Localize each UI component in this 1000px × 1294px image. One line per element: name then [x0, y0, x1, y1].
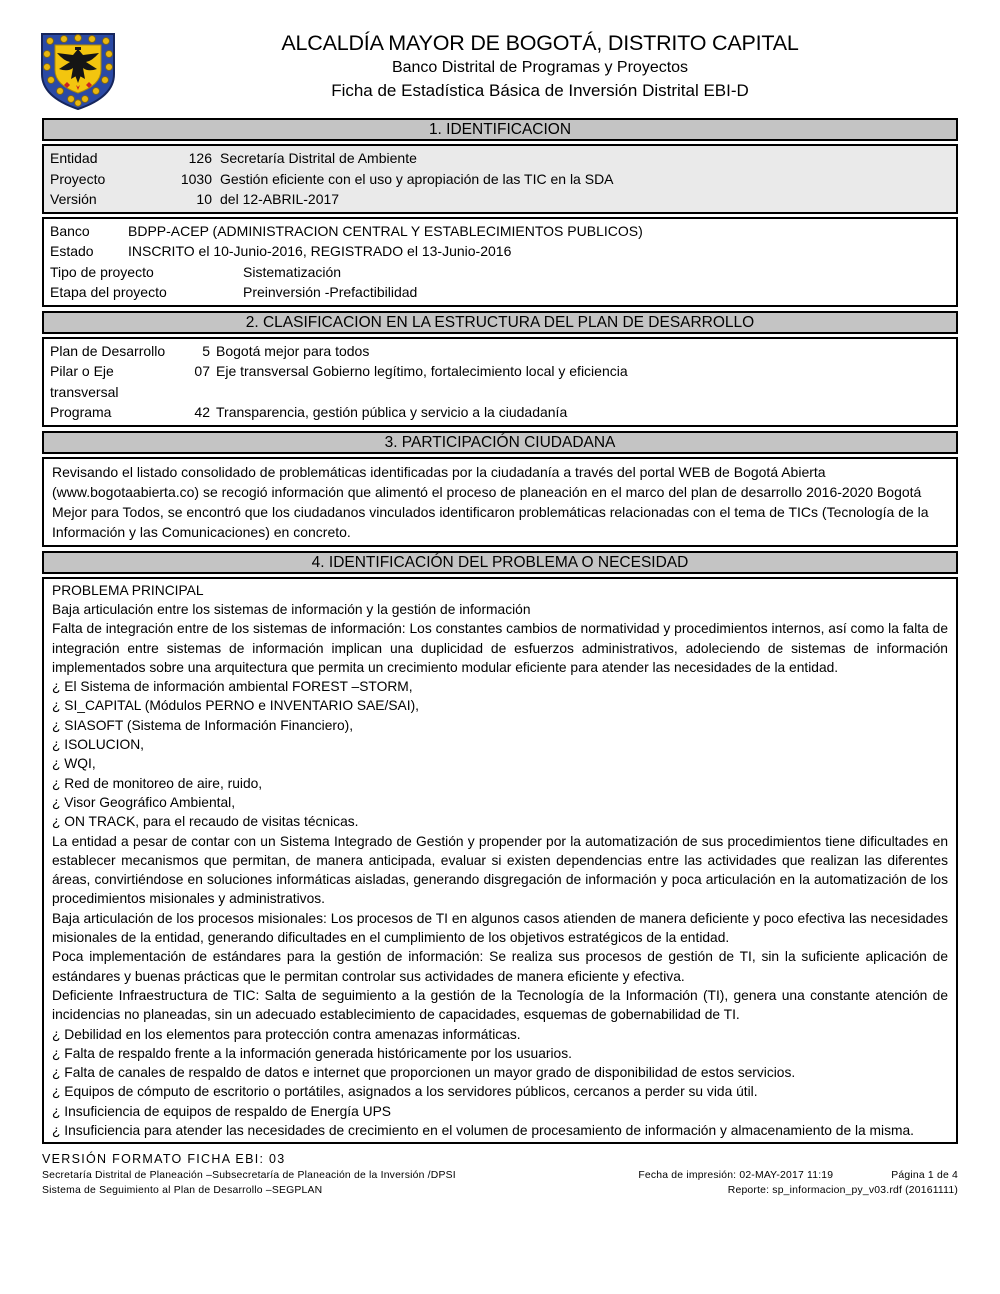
- problem-paragraph: Deficiente Infraestructura de TIC: Salta de seguimiento a la gestión de la Tecnología de la Información (TI), genera una constante atención de incidencias no planeadas, sin un adecuado establecimiento de capacidades, esquemas de gobernabilidad de TI.: [52, 987, 948, 1023]
- row-value: INSCRITO el 10-Junio-2016, REGISTRADO el 13-Junio-2016: [128, 243, 512, 259]
- problem-paragraph: ¿ SIASOFT (Sistema de Información Financiero),: [52, 717, 354, 733]
- row-number: 10: [196, 191, 212, 207]
- row-label: Versión: [50, 191, 97, 207]
- detail-row: [44, 221, 956, 242]
- info-row: [44, 189, 956, 210]
- row-value: del 12-ABRIL-2017: [220, 191, 340, 207]
- report-name: Reporte: sp_informacion_py_v03.rdf (20161111): [727, 1185, 958, 1197]
- document-subtitle-1: Banco Distrital de Programas y Proyectos: [391, 59, 689, 76]
- problem-paragraph: Poca implementación de estándares para la gestión de información: Se realiza sus procesos de gestión de TI, sin la suficiente aplicación de estándares y buenas prácticas que le permitan controlar sus actividades de manera eficiente y efectiva.: [52, 949, 948, 984]
- row-label: Plan de Desarrollo: [50, 342, 166, 359]
- problem-paragraph: ¿ El Sistema de información ambiental FOREST –STORM,: [52, 679, 413, 695]
- row-value: Preinversión -Prefactibilidad: [243, 284, 418, 300]
- problem-paragraph: ¿ ISOLUCION,: [52, 737, 144, 753]
- section-2-header: 2. CLASIFICACION EN LA ESTRUCTURA DEL PLAN DE DESARROLLO: [42, 311, 958, 334]
- row-label: Proyecto: [50, 170, 106, 187]
- row-label: Banco: [50, 222, 90, 239]
- row-value: Secretaría Distrital de Ambiente: [220, 150, 417, 166]
- problem-paragraph: PROBLEMA PRINCIPAL: [52, 582, 204, 598]
- problem-paragraph: ¿ WQI,: [52, 756, 96, 772]
- problem-identification-box: [42, 577, 958, 1145]
- detail-row: [44, 282, 956, 303]
- row-number: 07: [194, 363, 210, 379]
- bogota-coat-of-arms-icon: [38, 30, 118, 112]
- problem-paragraph: Baja articulación entre los sistemas de información y la gestión de información: [52, 601, 531, 617]
- row-label: Pilar o Eje transversal: [50, 363, 119, 400]
- row-number: 42: [194, 404, 210, 420]
- page-indicator: Página 1 de 4: [891, 1170, 958, 1182]
- row-number: 1030: [180, 170, 212, 187]
- detail-row: [44, 241, 956, 262]
- document-body: [42, 118, 958, 1144]
- problem-paragraph: ¿ Debilidad en los elementos para protección contra amenazas informáticas.: [52, 1026, 521, 1042]
- print-date: Fecha de impresión: 02-MAY-2017 11:19: [638, 1170, 834, 1182]
- footer-system: Sistema de Seguimiento al Plan de Desarrollo –SEGPLAN: [42, 1185, 323, 1197]
- plan-classification-box: [42, 337, 958, 427]
- problem-paragraph: ¿ Insuficiencia para atender las necesidades de crecimiento en el volumen de procesamiento de información y almacenamiento de la misma.: [52, 1123, 914, 1138]
- document-title: ALCALDÍA MAYOR DE BOGOTÁ, DISTRITO CAPITAL: [281, 31, 799, 55]
- info-row: [44, 169, 956, 190]
- problem-paragraph: ¿ Falta de respaldo frente a la información generada históricamente por los usuarios.: [52, 1045, 572, 1061]
- problem-paragraph: Falta de integración entre de los sistemas de información: Los constantes cambios de normatividad y procedimientos internos, así como la falta de integración entre sistemas de información implican una duplicidad de esfuerzos administrativos, adoleciendo de sistemas de información implementados sobre una arquitectura que permita un crecimiento modular eficiente para atender las necesidades de la entidad.: [52, 621, 948, 675]
- row-value: BDPP-ACEP (ADMINISTRACION CENTRAL Y ESTABLECIMIENTOS PUBLICOS): [128, 222, 643, 239]
- document-header: [0, 0, 1000, 114]
- footer-line-1: [42, 1170, 958, 1181]
- row-value: Transparencia, gestión pública y servicio a la ciudadanía: [216, 404, 568, 420]
- row-label: Programa: [50, 404, 112, 420]
- footer-entity: Secretaría Distrital de Planeación –Subsecretaría de Planeación de la Inversión /DPSI: [42, 1170, 456, 1182]
- citizen-participation-box: [42, 457, 958, 547]
- footer-spacer: [833, 1170, 891, 1181]
- row-label: Tipo de proyecto: [50, 263, 154, 280]
- section-1-header: 1. IDENTIFICACION: [42, 118, 958, 141]
- detail-row: [44, 262, 956, 283]
- classification-row: [44, 402, 956, 423]
- citizen-participation-text: Revisando el listado consolidado de problemáticas identificadas por la ciudadanía a través del portal WEB de Bogotá Abierta (www.bogotaabierta.co) se recogió información que alimentó el proceso de planeación en el marco del plan de desarrollo 2016-2020 Bogotá Mejor para Todos, se encontró que los ciudadanos vinculados identificaron problemáticas relacionadas con el tema de TICs (Tecnología de la Información y las Comunicaciones) en concreto.: [52, 463, 929, 541]
- header-titles: [128, 30, 952, 103]
- row-value: Sistematización: [243, 263, 342, 280]
- row-number: 5: [202, 342, 210, 359]
- document-subtitle-2: Ficha de Estadística Básica de Inversión Distrital EBI-D: [331, 81, 749, 100]
- problem-paragraph: ¿ Insuficiencia de equipos de respaldo de Energía UPS: [52, 1103, 392, 1119]
- classification-row: [44, 341, 956, 362]
- problem-paragraph: ¿ Red de monitoreo de aire, ruido,: [52, 775, 263, 791]
- identification-info-box: [42, 144, 958, 214]
- classification-row: [44, 361, 956, 402]
- row-value: Bogotá mejor para todos: [216, 342, 370, 359]
- problem-paragraph: ¿ Falta de canales de respaldo de datos e internet que proporcionen un mayor grado de disponibilidad de estos servicios.: [52, 1065, 796, 1081]
- row-label: Entidad: [50, 150, 98, 166]
- problem-paragraph: La entidad a pesar de contar con un Sistema Integrado de Gestión y propender por la automatización de sus procedimientos tiene dificultades en establecer mecanismos que permitan, de manera anticipada, evaluar si existen dependencias entre las actividades que realizan las diferentes áreas, convirtiéndose en soluciones informáticas aisladas, generando disgregación de información y poca articulación en la automatización de los procedimientos misionales y administrativos.: [52, 833, 948, 907]
- row-value: Eje transversal Gobierno legítimo, fortalecimiento local y eficiencia: [216, 363, 628, 379]
- row-value: Gestión eficiente con el uso y apropiación de las TIC en la SDA: [220, 170, 614, 187]
- identification-detail-box: [42, 217, 958, 307]
- problem-paragraph: ¿ SI_CAPITAL (Módulos PERNO e INVENTARIO SAE/SAI),: [52, 698, 419, 714]
- row-number: 126: [188, 150, 212, 166]
- problem-paragraph: ¿ Visor Geográfico Ambiental,: [52, 794, 236, 810]
- problem-paragraph: ¿ Equipos de cómputo de escritorio o portátiles, asignados a los servidores públicos, cercanos a perder su vida útil.: [52, 1084, 758, 1100]
- format-version-note: VERSIÓN FORMATO FICHA EBI: 03: [42, 1152, 286, 1167]
- footer-right-1: [638, 1170, 958, 1181]
- section-3-header: 3. PARTICIPACIÓN CIUDADANA: [42, 431, 958, 454]
- info-row: [44, 148, 956, 169]
- row-label: Estado: [50, 243, 94, 259]
- row-label: Etapa del proyecto: [50, 284, 167, 300]
- footer-line-2: [42, 1185, 958, 1196]
- problem-paragraph: Baja articulación de los procesos misionales: Los procesos de TI en algunos casos atienden de manera deficiente y poco efectiva las necesidades misionales de la entidad, generando dificultades en el cumplimiento de los objetivos estratégicos de la entidad.: [52, 910, 948, 946]
- section-4-header: 4. IDENTIFICACIÓN DEL PROBLEMA O NECESIDAD: [42, 551, 958, 574]
- problem-paragraph: ¿ ON TRACK, para el recaudo de visitas técnicas.: [52, 814, 359, 830]
